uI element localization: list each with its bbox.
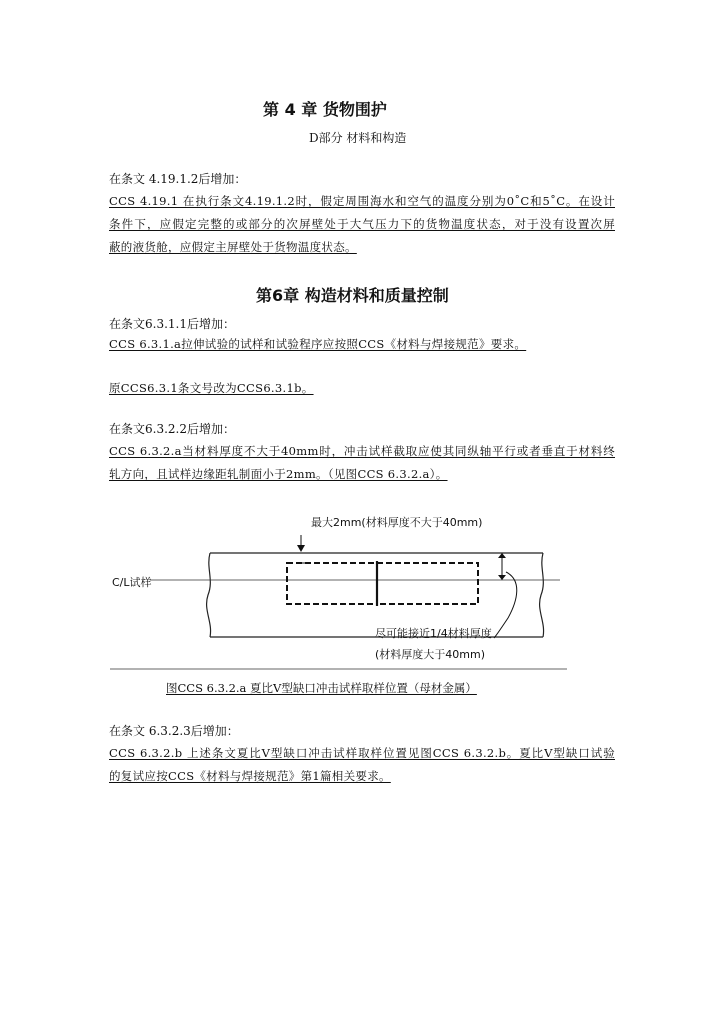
- sec-6-3-2-3-lead: 在条文 6.3.2.3后增加：: [109, 724, 239, 738]
- label-cl-specimen: C/L试样: [112, 576, 152, 589]
- sec-4-19-line-1: CCS 4.19.1 在执行条文4.19.1.2时，假定周围海水和空气的温度分别为0˚C和5˚C。在设计: [109, 194, 615, 208]
- sec-6-3-2-2-lead: 在条文6.3.2.2后增加：: [109, 422, 235, 436]
- sec-4-19-line-3: 蔽的液货舱，应假定主屏壁处于货物温度状态。: [109, 240, 357, 254]
- plate-break-right: [540, 553, 544, 637]
- sec-6-3-2-3-line-1: CCS 6.3.2.b 上述条文夏比V型缺口冲击试样取样位置见图CCS 6.3.2.b。夏比V型缺口试验: [109, 746, 615, 760]
- chapter-6-title: 第6章 构造材料和质量控制: [256, 286, 449, 305]
- max-2mm-arrow-head: [297, 545, 305, 552]
- sec-4-19-body: [109, 190, 615, 259]
- label-thickness-gt-40: (材料厚度大于40mm): [375, 648, 486, 661]
- chapter-4-subtitle: D部分 材料和构造: [309, 131, 407, 145]
- sec-6-3-2-3-body: [109, 742, 615, 788]
- sec-6-3-2-3-line-2: 的复试应按CCS《材料与焊接规范》第1篇相关要求。: [109, 769, 391, 783]
- specimen-left: [287, 563, 377, 604]
- leader-to-note: [494, 572, 517, 638]
- label-near-quarter: 尽可能接近1/4材料厚度: [375, 627, 492, 640]
- figure-caption: 图CCS 6.3.2.a 夏比V型缺口冲击试样取样位置（母材金属）: [166, 681, 477, 695]
- specimen-right: [377, 563, 478, 604]
- sec-6-3-1-line: CCS 6.3.1.a拉伸试验的试样和试验程序应按照CCS《材料与焊接规范》要求。: [109, 337, 527, 351]
- sec-6-3-1-renumber: 原CCS6.3.1条文号改为CCS6.3.1b。: [109, 381, 314, 395]
- sec-4-19-line-2: 条件下，应假定完整的或部分的次屏壁处于大气压力下的货物温度状态，对于没有设置次屏: [109, 217, 615, 231]
- chapter-4-title: 第 4 章 货物围护: [263, 100, 387, 119]
- sec-6-3-2-2-line-2: 轧方向，且试样边缘距轧制面小于2mm。（见图CCS 6.3.2.a）。: [109, 467, 448, 481]
- label-max-2mm: 最大2mm(材料厚度不大于40mm): [311, 516, 483, 529]
- sec-6-3-2-2-body: [109, 440, 615, 486]
- sec-4-19-lead: 在条文 4.19.1.2后增加：: [109, 172, 247, 186]
- plate-break-left: [207, 553, 211, 637]
- sec-6-3-2-2-line-1: CCS 6.3.2.a当材料厚度不大于40mm时，冲击试样截取应使其同纵轴平行或者垂直于材料终: [109, 444, 615, 458]
- sec-6-3-1-lead: 在条文6.3.1.1后增加：: [109, 317, 235, 331]
